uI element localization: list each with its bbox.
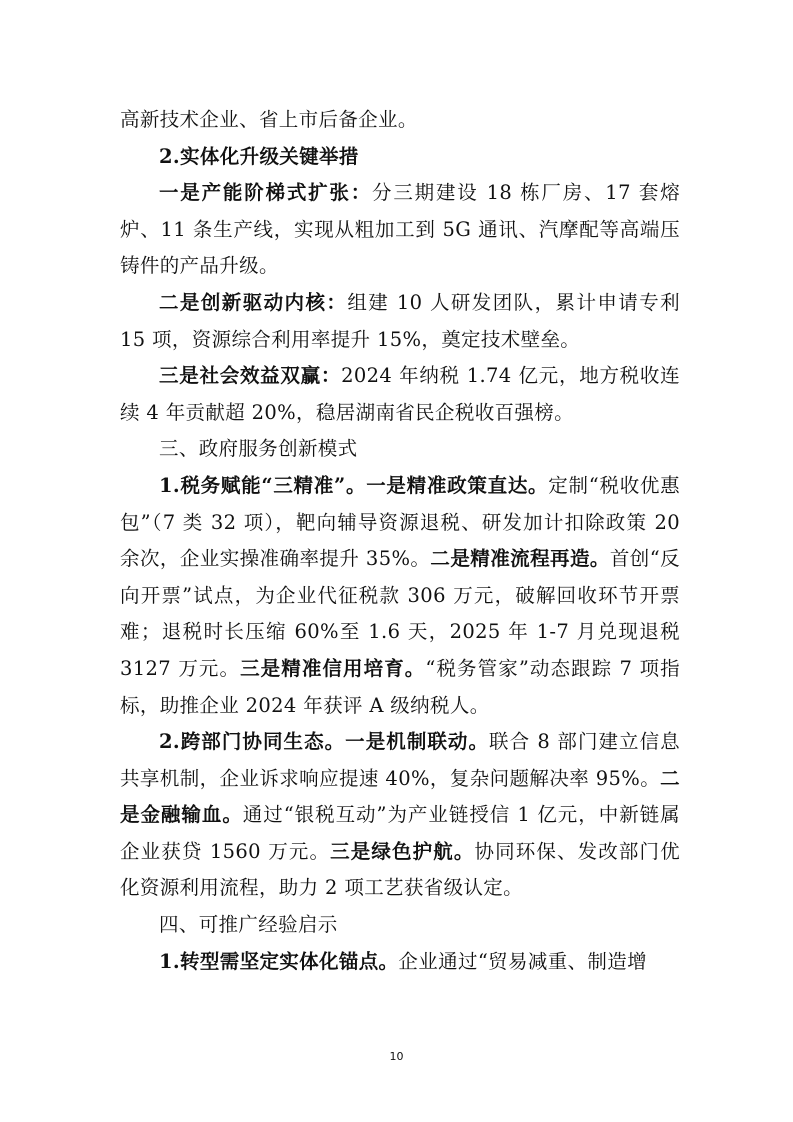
paragraph [120,285,680,358]
bold-lead: 二是金融输血。 [120,766,680,827]
body-text [120,102,680,980]
paragraph [120,175,680,285]
text-run: 定制“税收优惠包”（7 类 32 项），靶向辅导资源退税、研发加计扣除政策 20 余次，企业实操准确率提升 35%。 [120,473,681,571]
text-run: 协同环保、发改部门优化资源利用流程，助力 2 项工艺获省级认定。 [120,839,680,900]
paragraph [120,102,680,139]
bold-lead: 1.税务赋能“三精准”。一是精准政策直达。 [159,473,549,497]
section-subheading [120,139,680,176]
text-run: 企业通过“贸易减重、制造增 [398,949,647,973]
bold-lead: 三是精准信用培育。 [240,656,426,680]
bold-lead: 三是社会效益双赢： [159,364,342,388]
paragraph [120,724,680,907]
text-run: “税务管家”动态跟踪 7 项指标，助推企业 2024 年获评 A 级纳税人。 [120,656,681,717]
text-run: 联合 8 部门建立信息共享机制，企业诉求响应提速 40%，复杂问题解决率 95%。 [120,730,680,790]
text-run: 2024 年纳税 1.74 亿元，地方税收连续 4 年贡献超 20%，稳居湖南省民企税收百强榜。 [120,364,681,424]
bold-lead: 1.转型需坚定实体化锚点。 [159,949,399,973]
text-run: 高新技术企业、省上市后备企业。 [120,108,418,131]
page-number: 10 [389,1050,404,1063]
section-heading [120,431,680,468]
heading-text: 四、可推广经验启示 [159,913,338,937]
bold-lead: 二是精准流程再造。 [430,547,610,571]
paragraph [120,944,680,981]
bold-lead: 二是创新驱动内核： [159,290,348,314]
paragraph [120,468,680,724]
bold-lead: 一是产能阶梯式扩张： [159,181,373,205]
bold-heading: 2.实体化升级关键举措 [159,144,359,168]
text-run: 首创“反向开票”试点，为企业代征税款 306 万元，破解回收环节开票难；退税时长压缩 60%至 1.6 天，2025 年 1-7 月兑现退税 3127 万元。 [120,547,681,680]
heading-text: 三、政府服务创新模式 [159,437,358,461]
bold-lead: 三是绿色护航。 [330,839,475,863]
text-run: 组建 10 人研发团队，累计申请专利 15 项，资源综合利用率提升 15%，奠定技术壁垒。 [120,290,680,351]
text-run: 通过“银税互动”为产业链授信 1 亿元，中新链属企业获贷 1560 万元。 [120,803,680,863]
text-run: 分三期建设 18 栋厂房、17 套熔炉、11 条生产线，实现从粗加工到 5G 通讯、汽摩配等高端压铸件的产品升级。 [120,181,680,278]
bold-lead: 2.跨部门协同生态。一是机制联动。 [159,730,490,754]
paragraph [120,358,680,431]
section-heading [120,907,680,944]
